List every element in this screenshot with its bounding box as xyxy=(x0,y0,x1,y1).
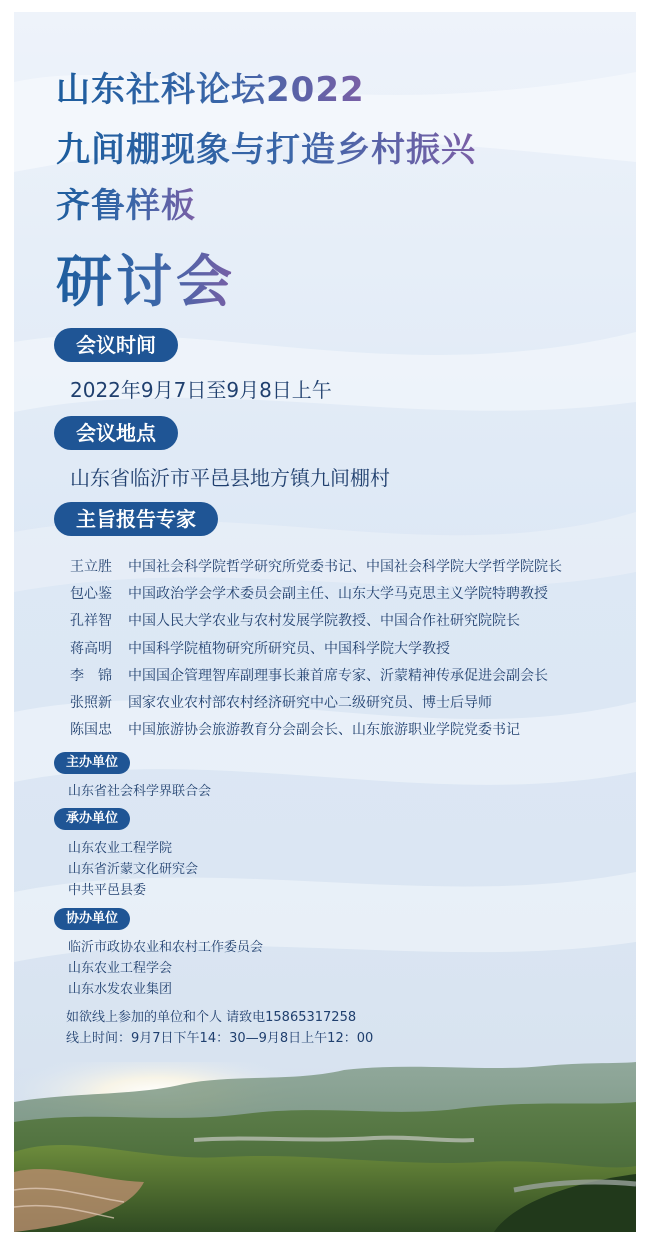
organizer-item: 山东省沂蒙文化研究会 xyxy=(68,862,199,877)
organizer-item: 中共平邑县委 xyxy=(68,883,147,898)
landscape-image xyxy=(14,1062,636,1232)
host-label: 主办单位 xyxy=(54,752,130,774)
expert-row xyxy=(70,692,492,712)
expert-name: 张照新 xyxy=(70,695,112,711)
expert-name: 陈国忠 xyxy=(70,722,112,738)
title-line-4: 研讨会 xyxy=(56,238,236,318)
expert-name: 李 锦 xyxy=(70,668,112,684)
co-organizer-item: 山东水发农业集团 xyxy=(68,982,173,997)
expert-row xyxy=(70,638,450,658)
expert-title: 中国人民大学农业与农村发展学院教授、中国合作社研究院院长 xyxy=(128,613,520,629)
title-line-3: 齐鲁样板 xyxy=(56,178,196,227)
meeting-time-label: 会议时间 xyxy=(54,328,178,362)
online-time-text: 线上时间：9月7日下午14：30—9月8日上午12：00 xyxy=(66,1031,374,1046)
co-organizer-label: 协办单位 xyxy=(54,908,130,930)
contact-text: 如欲线上参加的单位和个人 请致电15865317258 xyxy=(66,1010,357,1025)
expert-title: 中国社会科学院哲学研究所党委书记、中国社会科学院大学哲学院院长 xyxy=(128,559,562,575)
meeting-time-value: 2022年9月7日至9月8日上午 xyxy=(70,378,332,402)
expert-title: 中国政治学会学术委员会副主任、山东大学马克思主义学院特聘教授 xyxy=(128,586,548,602)
title-line-1: 山东社科论坛2022 xyxy=(56,62,365,111)
expert-row xyxy=(70,556,562,576)
organizer-item: 山东农业工程学院 xyxy=(68,841,173,856)
expert-row xyxy=(70,583,548,603)
expert-name: 王立胜 xyxy=(70,559,112,575)
title-line-2: 九间棚现象与打造乡村振兴 xyxy=(56,122,476,171)
expert-title: 中国旅游协会旅游教育分会副会长、山东旅游职业学院党委书记 xyxy=(128,722,520,738)
meeting-place-label: 会议地点 xyxy=(54,416,178,450)
co-organizer-item: 山东农业工程学会 xyxy=(68,961,173,976)
poster xyxy=(14,12,636,1232)
organizer-label: 承办单位 xyxy=(54,808,130,830)
expert-title: 中国国企管理智库副理事长兼首席专家、沂蒙精神传承促进会副会长 xyxy=(128,668,548,684)
expert-row xyxy=(70,665,548,685)
expert-name: 孔祥智 xyxy=(70,613,112,629)
expert-name: 包心鉴 xyxy=(70,586,112,602)
expert-name: 蒋高明 xyxy=(70,641,112,657)
co-organizer-item: 临沂市政协农业和农村工作委员会 xyxy=(68,940,264,955)
expert-title: 中国科学院植物研究所研究员、中国科学院大学教授 xyxy=(128,641,450,657)
expert-row xyxy=(70,610,520,630)
expert-row xyxy=(70,719,520,739)
host-item: 山东省社会科学界联合会 xyxy=(68,784,212,799)
meeting-place-value: 山东省临沂市平邑县地方镇九间棚村 xyxy=(70,466,390,490)
expert-title: 国家农业农村部农村经济研究中心二级研究员、博士后导师 xyxy=(128,695,492,711)
experts-label: 主旨报告专家 xyxy=(54,502,218,536)
